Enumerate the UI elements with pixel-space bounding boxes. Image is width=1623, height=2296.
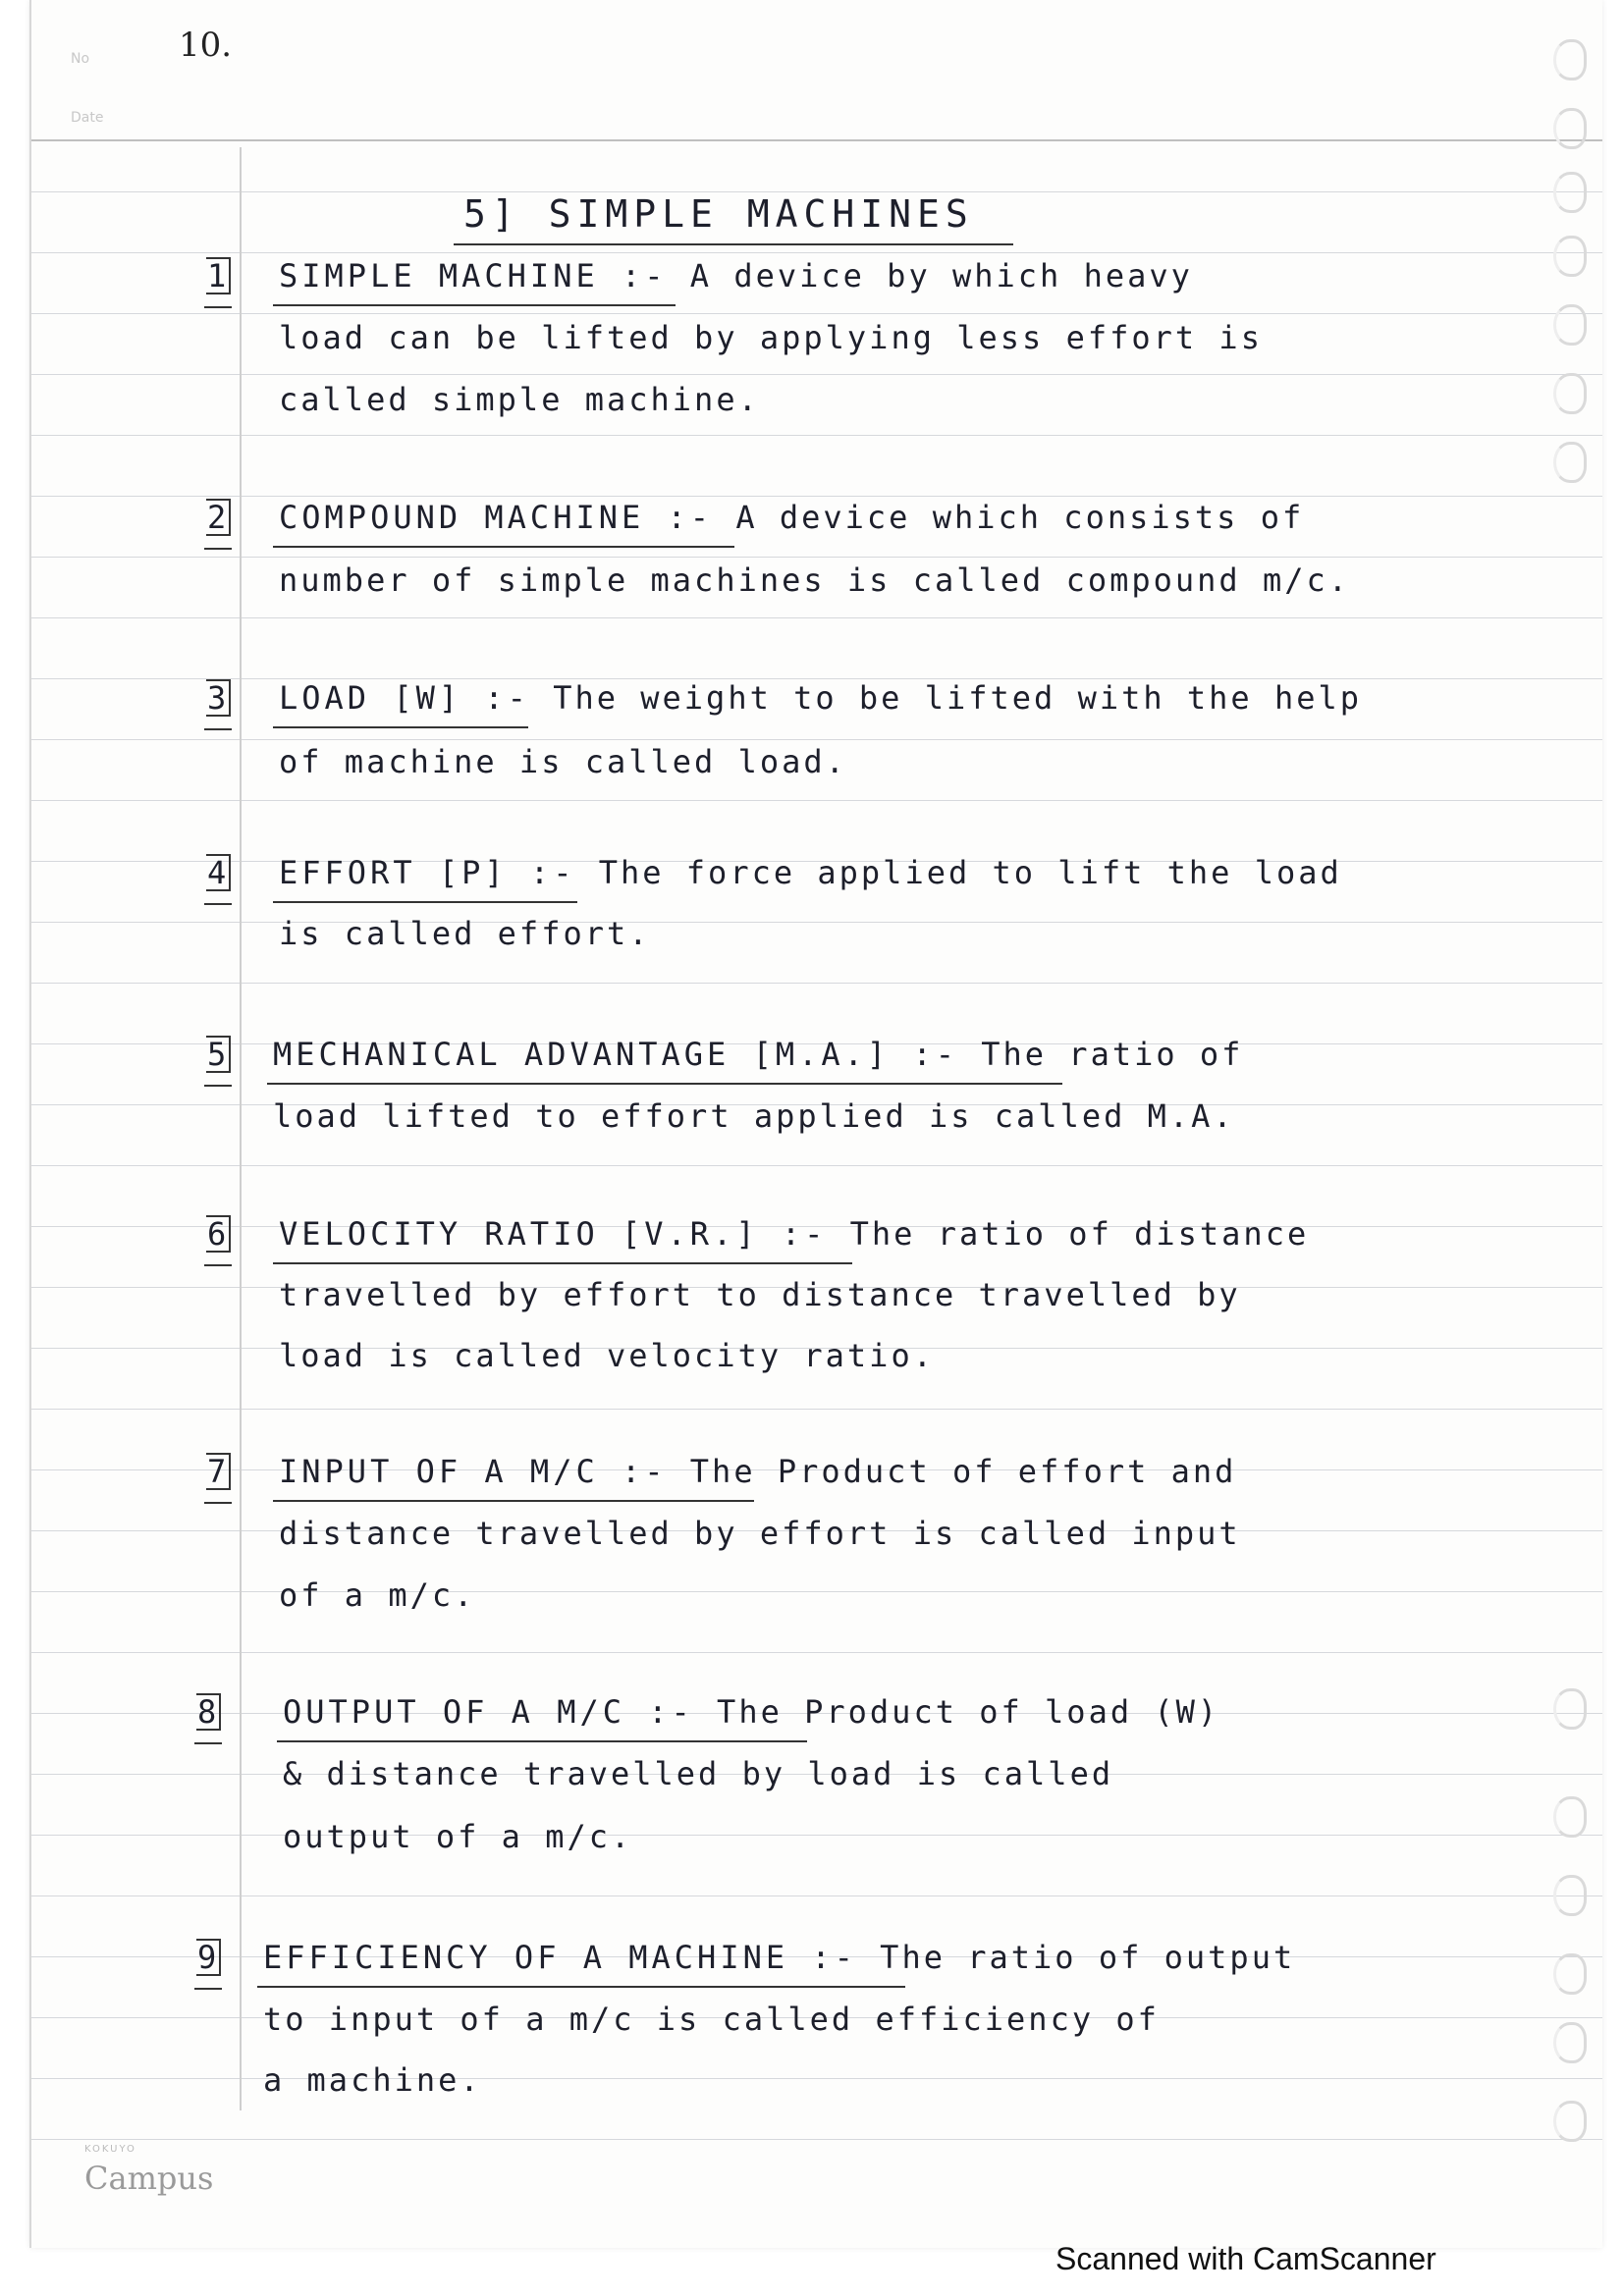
definition-text: The ratio of output [880,1939,1296,1976]
binder-hole [1553,39,1587,80]
definition-text: load can be lifted by applying less effort is [279,319,1263,356]
page-number: 10. [179,26,233,65]
item-number: 5 [206,1036,231,1073]
item-number: 8 [196,1693,221,1731]
definition-term: EFFICIENCY OF A MACHINE :- [263,1939,881,1976]
binder-hole [1553,2101,1587,2142]
definition-line [279,1337,935,1374]
definition-line [279,499,1304,536]
ruled-line [31,1409,1602,1410]
item-number-underline [204,1085,232,1087]
ruled-line [31,313,1602,314]
ruled-line [31,800,1602,801]
definition-line [283,1818,632,1855]
binder-hole [1553,108,1587,149]
term-underline [277,1740,807,1742]
binder-hole [1553,1688,1587,1730]
definition-text: A device by which heavy [689,257,1193,294]
item-number: 6 [206,1215,231,1253]
definition-line [279,1453,1236,1490]
margin-line [240,147,242,2110]
item-number: 3 [206,679,231,717]
no-label: No [71,51,90,67]
term-underline [257,1986,905,1988]
binder-hole [1553,236,1587,277]
item-number-underline [204,306,232,308]
ruled-line [31,2139,1602,2140]
item-number-underline [204,548,232,550]
definition-text: is called effort. [279,915,651,952]
binder-hole [1553,1875,1587,1916]
binder-holes [1543,0,1602,2248]
ruled-line [31,1591,1602,1592]
definition-line [279,743,847,780]
binder-hole [1553,2022,1587,2063]
definition-text: & distance travelled by load is called [283,1755,1114,1792]
notebook-page [29,0,1602,2248]
definition-text: output of a m/c. [283,1818,633,1855]
term-underline [273,901,577,903]
definition-text: The force applied to lift the load [598,854,1342,891]
definition-line [283,1755,1113,1792]
definition-line [279,381,760,418]
definition-line [263,2001,1160,2038]
term-underline [273,1262,852,1264]
definition-line [273,1097,1235,1135]
definition-text: a machine. [263,2061,482,2099]
item-number: 9 [196,1939,221,1976]
item-number-underline [194,1988,222,1990]
ruled-line [31,374,1602,375]
definition-term: VELOCITY RATIO [V.R.] :- [279,1215,850,1253]
term-underline [273,726,528,728]
ruled-line [31,922,1602,923]
definition-text: The ratio of [981,1036,1244,1073]
definition-term: EFFORT [P] :- [279,854,599,891]
definition-text: travelled by effort to distance travelled by [279,1276,1241,1313]
title-underline [454,243,1013,245]
ruled-line [31,496,1602,497]
ruled-line [31,1165,1602,1166]
definition-text: The Product of effort and [689,1453,1237,1490]
definition-line [279,1576,475,1614]
definition-term: COMPOUND MACHINE :- [279,499,736,536]
definition-line [279,854,1342,891]
binder-hole [1553,373,1587,414]
definition-text: A device which consists of [735,499,1305,536]
definition-text: load is called velocity ratio. [279,1337,935,1374]
binder-hole [1553,304,1587,346]
item-number-underline [204,1502,232,1504]
definition-term: LOAD [W] :- [279,679,554,717]
definition-line [279,1515,1241,1552]
definition-text: The Product of load (W) [717,1693,1220,1731]
definition-text: of a m/c. [279,1576,476,1614]
definition-text: The weight to be lifted with the help [553,679,1363,717]
definition-text: The ratio of distance [849,1215,1310,1253]
ruled-line [31,617,1602,618]
ruled-line [31,1652,1602,1653]
binder-hole [1553,172,1587,213]
definition-term: INPUT OF A M/C :- [279,1453,690,1490]
term-underline [273,304,676,306]
definition-text: load lifted to effort applied is called M.A. [273,1097,1235,1135]
item-number-underline [194,1742,222,1744]
term-underline [267,1083,1062,1085]
definition-line [279,319,1263,356]
definition-text: called simple machine. [279,381,760,418]
definition-line [279,1215,1309,1253]
scanner-watermark: Scanned with CamScanner [1055,2241,1436,2276]
header-rule [31,139,1602,141]
definition-text: of machine is called load. [279,743,847,780]
page-title: 5] SIMPLE MACHINES [463,192,974,236]
definition-line [279,679,1362,717]
definition-line [283,1693,1219,1731]
item-number-underline [204,728,232,730]
item-number-underline [204,903,232,905]
definition-line [263,1939,1295,1976]
definition-line [279,915,651,952]
term-underline [273,1500,754,1502]
ruled-line [31,435,1602,436]
ruled-line [31,252,1602,253]
item-number-underline [204,1264,232,1266]
brand-small: KOKUYO [84,2144,136,2155]
binder-hole [1553,1796,1587,1838]
item-number: 1 [206,257,231,294]
item-number: 2 [206,499,231,536]
date-label: Date [71,110,104,126]
ruled-line [31,557,1602,558]
term-underline [273,546,734,548]
binder-hole [1553,1953,1587,1995]
definition-term: OUTPUT OF A M/C :- [283,1693,718,1731]
definition-term: SIMPLE MACHINE :- [279,257,690,294]
definition-line [263,2061,482,2099]
definition-text: number of simple machines is called compound m/c. [279,561,1351,599]
ruled-line [31,739,1602,740]
item-number: 7 [206,1453,231,1490]
definition-term: MECHANICAL ADVANTAGE [M.A.] :- [273,1036,982,1073]
definition-line [279,1276,1241,1313]
ruled-line [31,1835,1602,1836]
brand-logo: Campus [84,2160,214,2197]
definition-line [279,257,1193,294]
binder-hole [1553,442,1587,483]
ruled-line [31,983,1602,984]
definition-text: distance travelled by effort is called input [279,1515,1241,1552]
definition-line [273,1036,1243,1073]
definition-text: to input of a m/c is called efficiency of [263,2001,1160,2038]
definition-line [279,561,1350,599]
item-number: 4 [206,854,231,891]
